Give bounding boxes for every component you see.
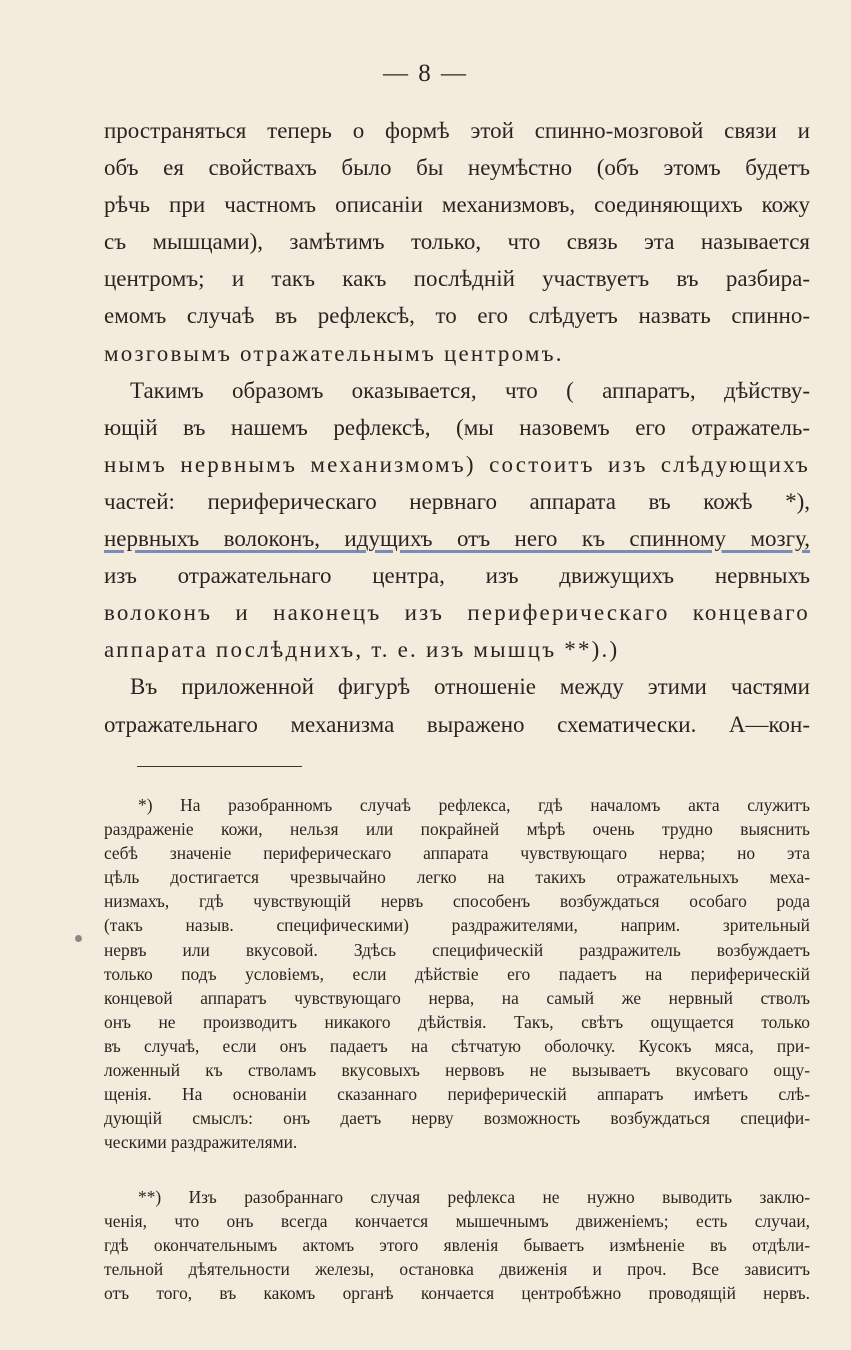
text-line: съ мышцами), замѣтимъ только, что связь эта называется	[104, 229, 810, 255]
footnote-divider	[137, 766, 302, 767]
footnote-line: концевой аппаратъ чувствующаго нерва, на самый же нервный стволъ	[104, 987, 810, 1008]
footnote-line: цѣль достигается чрезвычайно легко на такихъ отражательныхъ меха-	[104, 867, 810, 888]
text-line: мозговымъ отражательнымъ центромъ.	[104, 340, 564, 366]
footnote-line: отъ того, въ какомъ органѣ кончается центробѣжно проводящій нервъ.	[104, 1283, 810, 1304]
text-line: пространяться теперь о формѣ этой спинно-мозговой связи и	[104, 118, 810, 143]
text-line: объ ея свойствахъ было бы неумѣстно (объ этомъ будетъ	[104, 155, 810, 181]
footnote-line: **) Изъ разобраннаго случая рефлекса не нужно выводить заклю-	[138, 1187, 810, 1207]
footnote-1	[104, 793, 810, 1154]
footnote-line: дующій смыслъ: онъ даетъ нерву возможность возбуждаться специфи-	[104, 1108, 810, 1129]
footnote-line: онъ не производитъ никакого дѣйствія. Такъ, свѣтъ ощущается только	[104, 1011, 810, 1032]
footnote-line: себѣ значеніе периферическаго аппарата чувствующаго нерва; но эта	[104, 843, 810, 864]
text-line: изъ отражательнаго центра, изъ движущихъ нервныхъ	[104, 563, 810, 589]
footnote-line: низмахъ, гдѣ чувствующій нервъ способенъ возбуждаться особаго рода	[104, 891, 810, 912]
text-line: центромъ; и такъ какъ послѣдній участвуетъ въ разбира-	[104, 266, 810, 292]
text-line: аппарата послѣднихъ, т. е. изъ мышцъ **).)	[104, 637, 620, 663]
footnote-line: (такъ назыв. специфическими) раздражителями, наприм. зрительный	[104, 915, 810, 936]
text-line: Въ приложенной фигурѣ отношеніе между этими частями	[130, 674, 810, 700]
footnote-line: въ случаѣ, если онъ падаетъ на сѣтчатую оболочку. Кусокъ мяса, при-	[104, 1035, 810, 1056]
footnote-line: гдѣ окончательнымъ актомъ этого явленія бываетъ измѣненіе въ отдѣли-	[104, 1235, 810, 1256]
footnote-line: щенія. На основаніи сказаннаго периферическій аппаратъ имѣетъ слѣ-	[104, 1084, 810, 1105]
footnote-line: ченія, что онъ всегда кончается мышечнымъ движеніемъ; есть случаи,	[104, 1211, 810, 1232]
footnote-line: *) На разобранномъ случаѣ рефлекса, гдѣ началомъ акта служитъ	[138, 795, 810, 815]
footnote-line: ложенный къ стволамъ вкусовыхъ нервовъ не вызываетъ вкусоваго ощу-	[104, 1060, 810, 1081]
page-number: — 8 —	[383, 60, 468, 87]
text-line: нымъ нервнымъ механизмомъ) состоитъ изъ слѣдующихъ	[104, 451, 810, 477]
text-line: частей: периферическаго нервнаго аппарата въ кожѣ *),	[104, 488, 810, 514]
main-text	[104, 112, 810, 743]
footnote-2	[104, 1185, 810, 1305]
text-line: отражательнаго механизма выражено схематически. А—кон-	[104, 711, 810, 737]
footnote-line: нервъ или вкусовой. Здѣсь специфическій раздражитель возбуждаетъ	[104, 939, 810, 960]
footnote-line: только подъ условіемъ, если дѣйствіе его падаетъ на периферическій	[104, 963, 810, 984]
text-line: емомъ случаѣ въ рефлексѣ, то его слѣдуетъ назвать спинно-	[104, 303, 810, 329]
footnote-line: ческими раздражителями.	[104, 1132, 298, 1153]
ink-dot	[75, 935, 82, 942]
text-line: нервныхъ волоконъ, идущихъ отъ него къ спинному мозгу,	[104, 526, 810, 552]
text-line: ющій въ нашемъ рефлексѣ, (мы назовемъ его отражатель-	[104, 414, 810, 440]
footnote-line: раздраженіе кожи, нельзя или покрайней мѣрѣ очень трудно выяснить	[104, 819, 810, 840]
text-line: Такимъ образомъ оказывается, что ( аппаратъ, дѣйству-	[130, 377, 810, 403]
footnote-line: тельной дѣятельности железы, остановка движенія и проч. Все зависитъ	[104, 1259, 810, 1280]
text-line: волоконъ и наконецъ изъ периферическаго концеваго	[104, 600, 810, 626]
text-line: рѣчь при частномъ описаніи механизмовъ, соединяющихъ кожу	[104, 192, 810, 218]
